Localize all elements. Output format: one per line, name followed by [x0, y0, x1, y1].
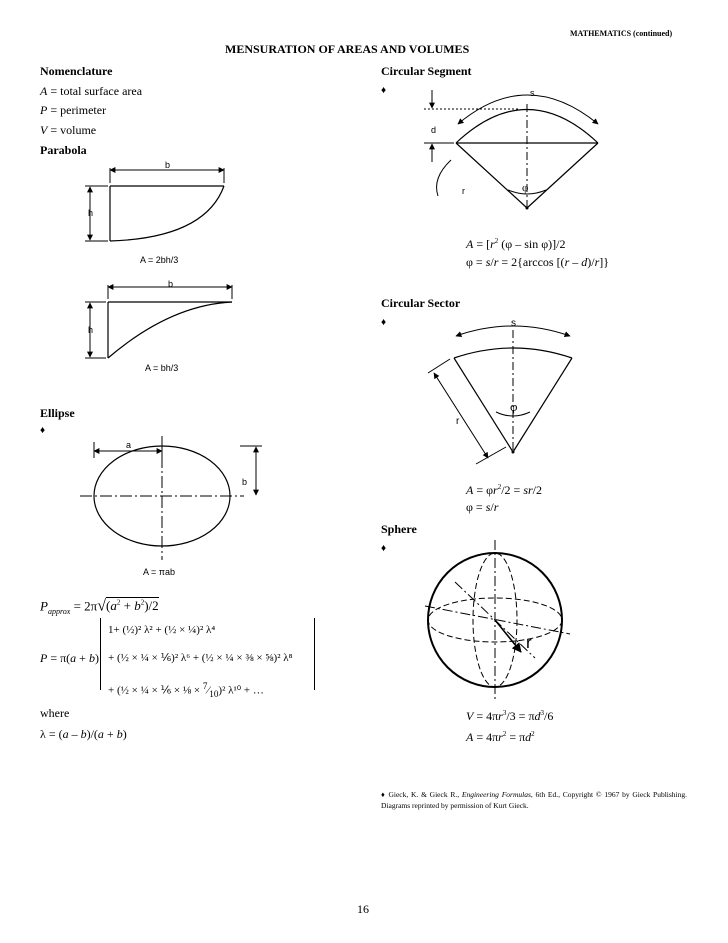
- page-number: 16: [357, 902, 369, 916]
- parabola1-label-b: b: [165, 160, 171, 170]
- nomenclature-heading: Nomenclature: [40, 64, 113, 78]
- ellipse-area-formula: A = πab: [143, 567, 175, 577]
- sector-label-s: s: [511, 318, 516, 329]
- ellipse-p-exact-line3: + (½ × ¼ × ⅙ × ⅛ × $^7⁄_{10})^2$ λ¹⁰ + …: [108, 681, 264, 699]
- ellipse-lambda-def: λ = (a – b)/(a + b): [40, 727, 127, 741]
- parabola2-label-b: b: [168, 279, 174, 289]
- sphere-formula1: $V = 4\pi r^3/3 = \pi d^3/6$: [466, 709, 554, 723]
- ellipse-p-approx: $P_{approx} = 2\pi√(a^2 + b^2)/2$: [40, 597, 159, 616]
- segment-formula2: φ = s/r = 2{arccos [(r – d)/r]}: [466, 255, 610, 269]
- sector-figure: [428, 326, 572, 464]
- ellipse-p-exact-line1: 1+ (½)² λ² + (½ × ¼)² λ⁴: [108, 624, 216, 636]
- sphere-formula2: $A = 4\pi r^2 = \pi d^2$: [466, 730, 535, 744]
- nomenclature-item-volume: V = volume: [40, 123, 97, 137]
- segment-label-s: s: [530, 88, 535, 98]
- segment-label-r: r: [462, 186, 465, 196]
- sector-formula1: $A = \varphi r^2/2 = sr/2$: [466, 483, 543, 497]
- segment-formula1: $A = [r^2$ (φ – sin φ)]/2: [466, 237, 566, 251]
- nomenclature-item-area: A = total surface area: [40, 84, 143, 98]
- ellipse-heading: Ellipse: [40, 406, 75, 420]
- ellipse-label-a: a: [126, 440, 132, 450]
- parabola-heading: Parabola: [40, 143, 87, 157]
- parabola2-figure: [85, 285, 232, 358]
- segment-label-d: d: [431, 125, 437, 135]
- segment-marker: ♦: [381, 85, 387, 96]
- sector-marker: ♦: [381, 317, 387, 328]
- segment-figure: [424, 90, 598, 208]
- parabola2-label-h: h: [88, 325, 94, 335]
- parabola1-figure: [85, 168, 224, 241]
- section-title: MENSURATION OF AREAS AND VOLUMES: [225, 42, 470, 56]
- sector-formula2: φ = s/r: [466, 500, 499, 514]
- sphere-figure: [425, 540, 570, 700]
- ellipse-label-b: b: [242, 477, 248, 487]
- footnote: ♦ Gieck, K. & Gieck R., Engineering Formulas, 6th Ed., Copyright © 1967 by Gieck Publishing. Diagrams reprinted by permission of Kurt Gieck.: [381, 790, 687, 810]
- sphere-marker: ♦: [381, 543, 387, 554]
- sphere-heading: Sphere: [381, 522, 417, 536]
- ellipse-where: where: [40, 706, 70, 720]
- parabola1-label-h: h: [88, 208, 94, 218]
- sector-heading: Circular Sector: [381, 296, 461, 310]
- parabola1-formula: A = 2bh/3: [140, 255, 179, 265]
- ellipse-marker: ♦: [40, 425, 46, 436]
- parabola2-formula: A = bh/3: [145, 363, 179, 373]
- ellipse-figure: [80, 436, 262, 560]
- nomenclature-item-perimeter: P = perimeter: [40, 103, 107, 117]
- segment-label-phi: φ: [522, 182, 529, 194]
- ellipse-p-exact-line2: + (½ × ¼ × ⅙)² λ⁶ + (½ × ¼ × ⅜ × ⅝)² λ⁸: [108, 652, 293, 664]
- sphere-label-r: r: [526, 633, 532, 652]
- ellipse-p-exact-lhs: P = π(a + b): [40, 651, 99, 665]
- sector-label-r: r: [456, 416, 460, 427]
- sector-label-phi: φ: [510, 399, 518, 414]
- running-title: MATHEMATICS (continued): [570, 29, 673, 38]
- segment-heading: Circular Segment: [381, 64, 472, 78]
